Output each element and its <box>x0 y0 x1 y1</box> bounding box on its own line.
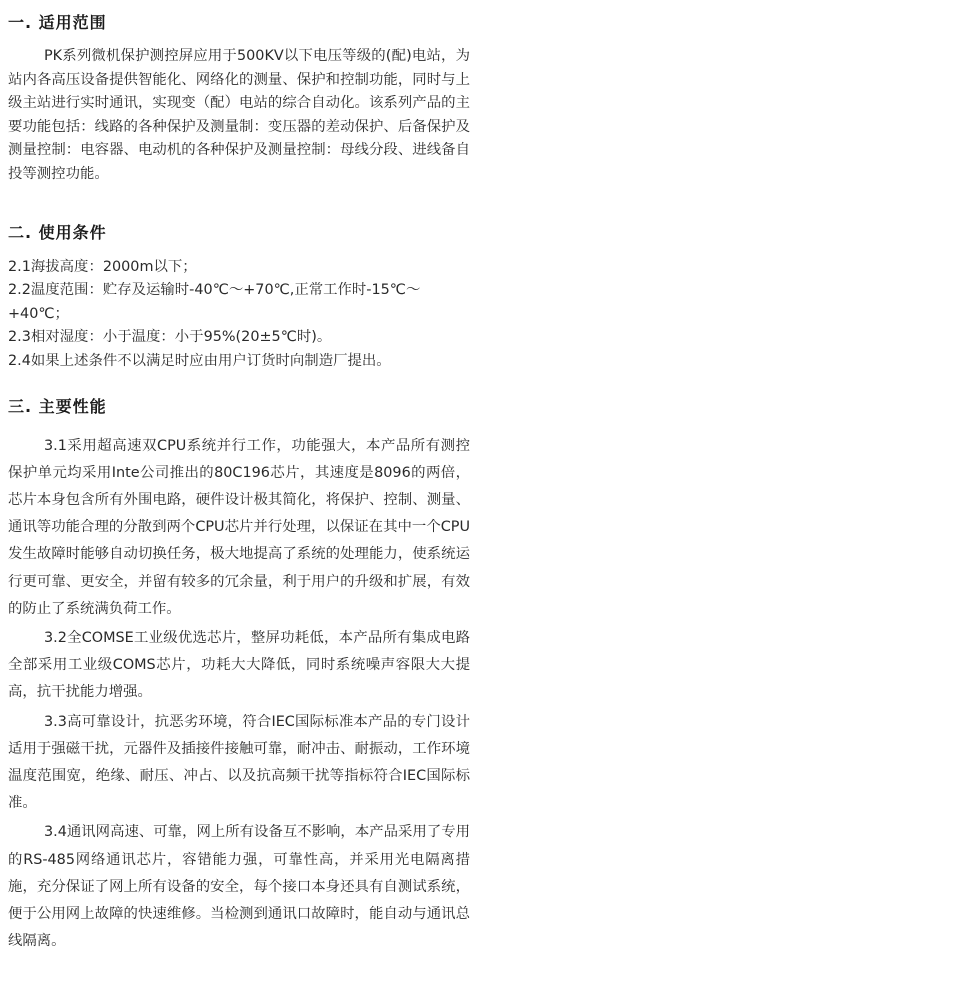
section-heading-conditions: 二. 使用条件 <box>8 222 107 242</box>
condition-item: 2.4如果上述条件不以满足时应由用户订货时向制造厂提出。 <box>8 352 391 369</box>
section-heading-performance: 三. 主要性能 <box>8 396 107 416</box>
performance-paragraph-2: 3.2全COMSE工业级优选芯片，整屏功耗低，本产品所有集成电路全部采用工业级COMS芯片，功耗大大降低，同时系统噪声容限大大提高，抗干扰能力增强。 <box>8 629 470 701</box>
section-heading-scope: 一. 适用范围 <box>8 13 107 32</box>
document-body <box>8 10 470 955</box>
condition-item: +40℃； <box>8 305 69 322</box>
conditions-list <box>8 256 470 374</box>
scope-paragraph: PK系列微机保护测控屏应用于500KV以下电压等级的(配)电站，为站内各高压设备提供智能化、网络化的测量、保护和控制功能，同时与上级主站进行实时通讯，实现变（配）电站的综合自动化。该系列产品的主要功能包括：线路的各种保护及测量制：变压器的差动保护、后备保护及测量控制：电容器、电动机的各种保护及测量控制：母线分段、进线备自投等测控功能。 <box>8 48 470 182</box>
condition-item: 2.3相对湿度：小于温度：小于95%(20±5℃时)。 <box>8 329 332 346</box>
condition-item: 2.1海拔高度：2000m以下； <box>8 258 197 275</box>
performance-paragraph-3: 3.3高可靠设计，抗恶劣环境，符合IEC国际标准本产品的专门设计适用于强磁干扰，元器件及插接件接触可靠，耐冲击、耐振动，工作环境温度范围宽，绝缘、耐压、冲占、以及抗高频干扰等指标符合IEC国际标准。 <box>8 713 470 812</box>
condition-item: 2.2温度范围：贮存及运输时-40℃～+70℃,正常工作时-15℃～ <box>8 282 421 299</box>
performance-paragraph-1: 3.1采用超高速双CPU系统并行工作，功能强大，本产品所有测控保护单元均采用Inte公司推出的80C196芯片，其速度是8096的两倍，芯片本身包含所有外围电路，硬件设计极其简化，将保护、控制、测量、通讯等功能合理的分散到两个CPU芯片并行处理，以保证在其中一个CPU发生故障时能够自动切换任务，极大地提高了系统的处理能力，使系统运行更可靠、更安全，并留有较多的冗余量，利于用户的升级和扩展，有效的防止了系统满负荷工作。 <box>8 437 471 617</box>
performance-paragraph-4: 3.4通讯网高速、可靠，网上所有设备互不影响，本产品采用了专用的RS-485网络通讯芯片，容错能力强，可靠性高，并采用光电隔离措施，充分保证了网上所有设备的安全，每个接口本身还具有自测试系统，便于公用网上故障的快速维修。当检测到通讯口故障时，能自动与通讯总线隔离。 <box>8 824 470 950</box>
